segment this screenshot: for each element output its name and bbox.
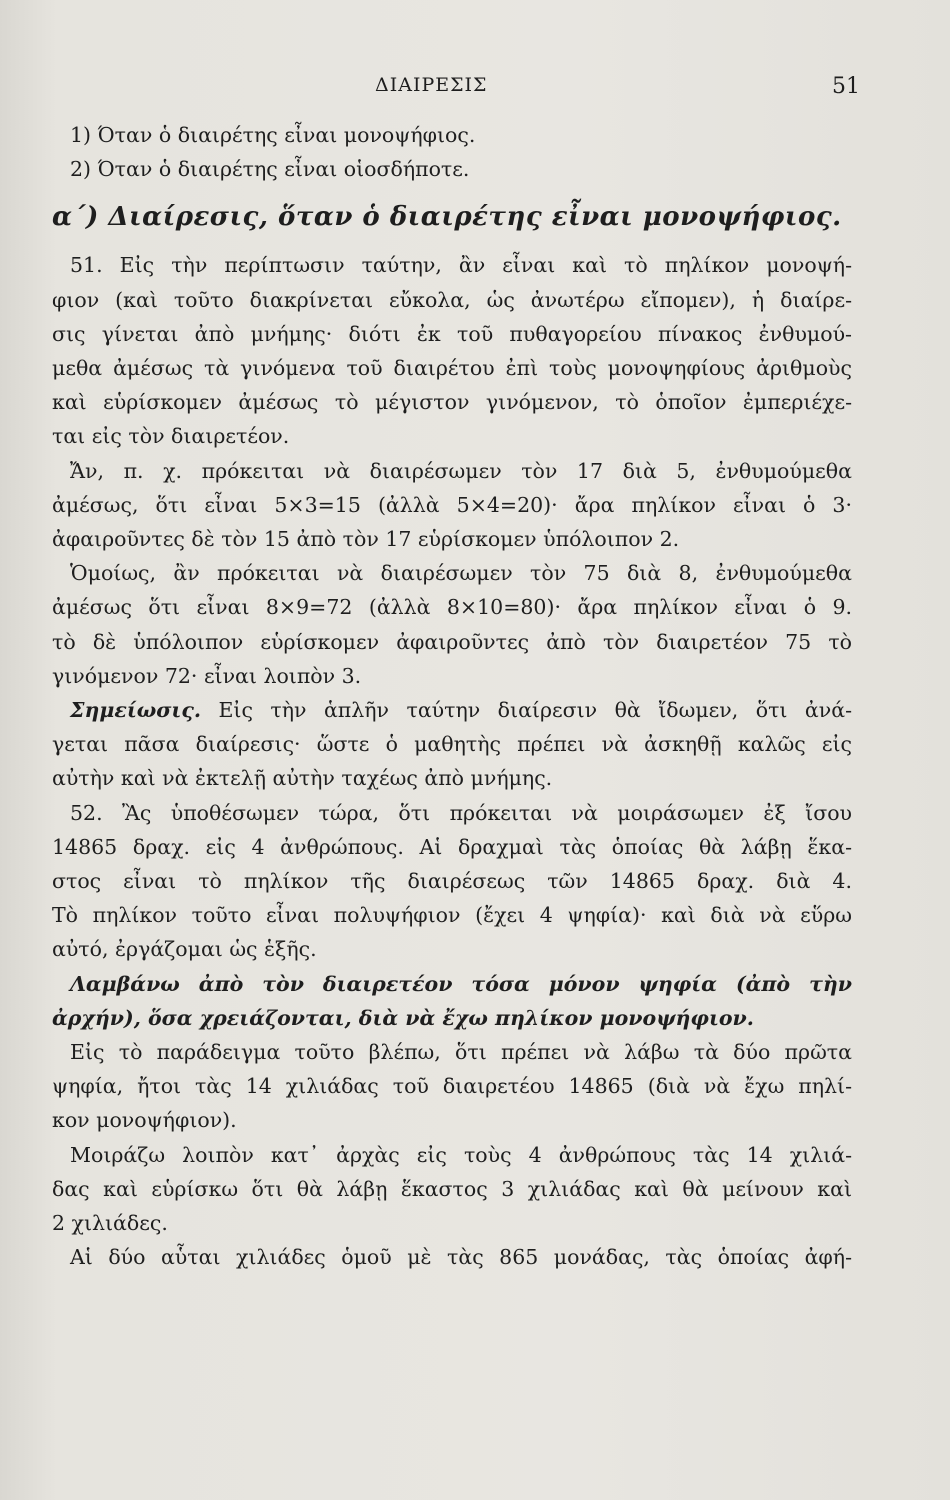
note-label: Σημείωσις. bbox=[70, 698, 201, 723]
text-line: ἀμέσως, ὅτι εἶναι 5×3=15 (ἀλλὰ 5×4=20)· ἄρα πηλίκον εἶναι ὁ 3· bbox=[52, 492, 852, 517]
division-rule bbox=[52, 967, 852, 1035]
text-line: 2 χιλιάδες. bbox=[52, 1211, 168, 1236]
text-line: Μοιράζω λοιπὸν κατ᾿ ἀρχὰς εἰς τοὺς 4 ἀνθρώπους τὰς 14 χιλιά- bbox=[70, 1142, 852, 1167]
text-line: γεται πᾶσα διαίρεσις· ὥστε ὁ μαθητὴς πρέπει νὰ ἀσκηθῇ καλῶς εἰς bbox=[52, 732, 852, 757]
case-item: 1) Όταν ὁ διαιρέτης εἶναι μονοψήφιος. bbox=[70, 123, 476, 147]
text-line: 52. Ἂς ὑποθέσωμεν τώρα, ὅτι πρόκειται νὰ μοιράσωμεν ἐξ ἴσου bbox=[70, 800, 852, 825]
text-line: Ὁμοίως, ἂν πρόκειται νὰ διαιρέσωμεν τὸν 75 διὰ 8, ἐνθυμούμεθα bbox=[70, 561, 852, 586]
note bbox=[52, 693, 852, 796]
text-line: Τὸ πηλίκον τοῦτο εἶναι πολυψήφιον (ἔχει 4 ψηφία)· καὶ διὰ νὰ εὕρω bbox=[52, 903, 852, 928]
text-line: Εἰς τὸ παράδειγμα τοῦτο βλέπω, ὅτι πρέπει νὰ λάβω τὰ δύο πρῶτα bbox=[70, 1040, 852, 1065]
rule-line: Λαμβάνω ἀπὸ τὸν διαιρετέον τόσα μόνον ψηφία (ἀπὸ τὴν bbox=[70, 971, 852, 996]
text-line: ται εἰς τὸν διαιρετέον. bbox=[52, 424, 290, 449]
text-line: ἀφαιροῦντες δὲ τὸν 15 ἀπὸ τὸν 17 εὑρίσκομεν ὑπόλοιπον 2. bbox=[52, 527, 680, 552]
text-line: ἀμέσως ὅτι εἶναι 8×9=72 (ἀλλὰ 8×10=80)· ἄρα πηλίκον εἶναι ὁ 9. bbox=[52, 595, 852, 620]
page-header bbox=[0, 70, 950, 110]
text-line: σις γίνεται ἀπὸ μνήμης· διότι ἐκ τοῦ πυθαγορείου πίνακος ἐνθυμού- bbox=[52, 321, 852, 346]
text-line: κον μονοψήφιον). bbox=[52, 1108, 237, 1133]
division-cases-list bbox=[52, 118, 852, 186]
text-line: Αἱ δύο αὗται χιλιάδες ὁμοῦ μὲ τὰς 865 μονάδας, τὰς ὁποίας ἀφή- bbox=[70, 1245, 852, 1270]
text-line: φιον (καὶ τοῦτο διακρίνεται εὔκολα, ὡς ἀνωτέρω εἴπομεν), ἡ διαίρε- bbox=[52, 287, 852, 312]
text-line: γινόμενον 72· εἶναι λοιπὸν 3. bbox=[52, 663, 362, 688]
page-body bbox=[52, 118, 852, 1275]
paragraph-share bbox=[52, 1138, 852, 1241]
case-item: 2) Όταν ὁ διαιρέτης εἶναι οἱοσδήποτε. bbox=[70, 157, 470, 182]
text-line: ψηφία, ἤτοι τὰς 14 χιλιάδας τοῦ διαιρετέου 14865 (διὰ νὰ ἔχω πηλί- bbox=[52, 1074, 852, 1099]
text-line: καὶ εὑρίσκομεν ἀμέσως τὸ μέγιστον γινόμενον, τὸ ὁποῖον ἐμπεριέχε- bbox=[52, 390, 852, 415]
example-75-div-8 bbox=[52, 556, 852, 693]
text-line: αὐτὴν καὶ νὰ ἐκτελῇ αὐτὴν ταχέως ἀπὸ μνήμης. bbox=[52, 766, 553, 791]
paragraph-last bbox=[52, 1240, 852, 1274]
text-line: δας καὶ εὑρίσκω ὅτι θὰ λάβῃ ἕκαστος 3 χιλιάδας καὶ θὰ μείνουν καὶ bbox=[52, 1176, 852, 1201]
paragraph-52 bbox=[52, 796, 852, 967]
rule-line: ἀρχήν), ὅσα χρειάζονται, διὰ νὰ ἔχω πηλίκον μονοψήφιον. bbox=[52, 1005, 754, 1030]
paragraph-example bbox=[52, 1035, 852, 1138]
example-17-div-5 bbox=[52, 454, 852, 557]
text-line: 14865 δραχ. εἰς 4 ἀνθρώπους. Αἱ δραχμαὶ τὰς ὁποίας θὰ λάβῃ ἕκα- bbox=[52, 834, 852, 859]
page-number: 51 bbox=[832, 74, 860, 99]
running-title: ΔΙΑΙΡΕΣΙΣ bbox=[375, 74, 488, 96]
note-text: Εἰς τὴν ἁπλῆν ταύτην διαίρεσιν θὰ ἴδωμεν, ὅτι ἀνά- bbox=[218, 698, 852, 723]
text-line: Ἄν, π. χ. πρόκειται νὰ διαιρέσωμεν τὸν 17 διὰ 5, ἐνθυμούμεθα bbox=[70, 458, 852, 483]
text-line: αὐτό, ἐργάζομαι ὡς ἑξῆς. bbox=[52, 937, 317, 962]
note-first-line bbox=[52, 693, 852, 727]
text-line: 51. Εἰς τὴν περίπτωσιν ταύτην, ἂν εἶναι καὶ τὸ πηλίκον μονοψή- bbox=[70, 253, 852, 278]
text-line: μεθα ἀμέσως τὰ γινόμενα τοῦ διαιρέτου ἐπὶ τοὺς μονοψηφίους ἀριθμοὺς bbox=[52, 356, 852, 381]
paragraph-51 bbox=[52, 248, 852, 453]
text-line: τὸ δὲ ὑπόλοιπον εὑρίσκομεν ἀφαιροῦντες ἀπὸ τὸν διαιρετέον 75 τὸ bbox=[52, 629, 852, 654]
section-heading: α΄) Διαίρεσις, ὅταν ὁ διαιρέτης εἶναι μονοψήφιος. bbox=[52, 202, 842, 233]
text-line: στος εἶναι τὸ πηλίκον τῆς διαιρέσεως τῶν 14865 δραχ. διὰ 4. bbox=[52, 869, 852, 894]
